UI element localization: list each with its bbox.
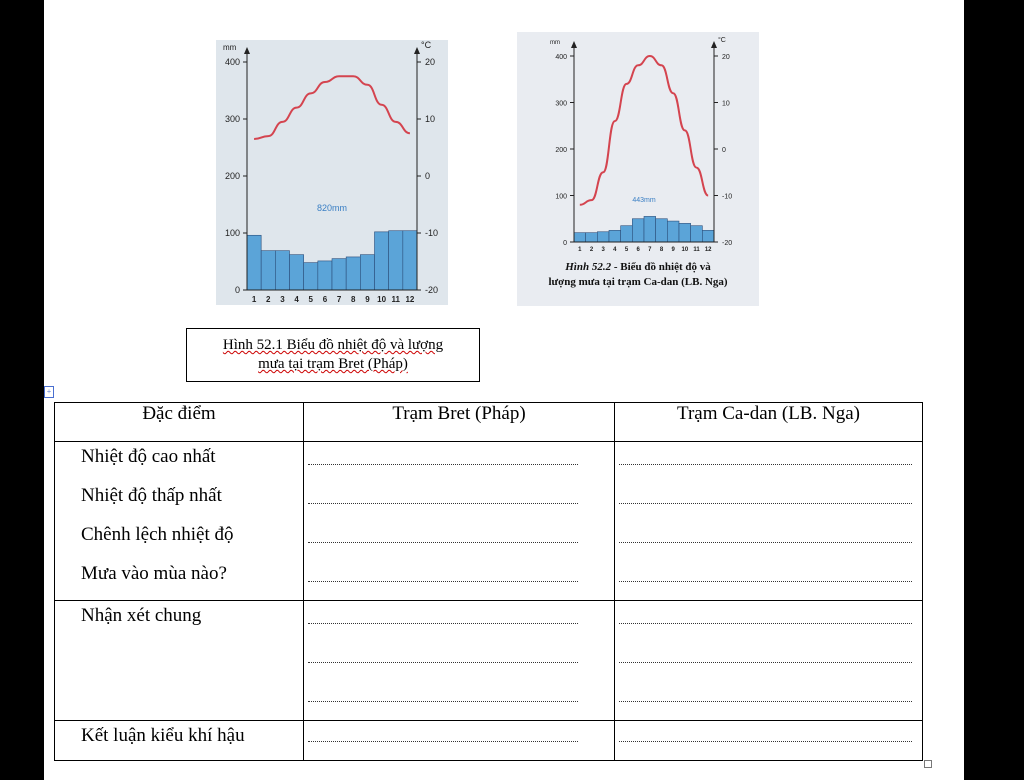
right-tick-label: 20 [722, 54, 730, 61]
precip-bar [304, 263, 318, 290]
precip-bar [667, 221, 679, 242]
answer-line[interactable] [615, 561, 922, 600]
left-tick-label: 200 [224, 171, 240, 181]
answer-line[interactable] [615, 522, 922, 561]
answer-line[interactable] [615, 681, 922, 720]
comparison-table [54, 402, 923, 761]
precip-bar [360, 255, 374, 290]
total-precip-label: 443mm [632, 197, 656, 204]
table-row [55, 442, 923, 601]
caption-line-2: mưa tại trạm Bret (Pháp) [258, 356, 408, 372]
month-tick-label: 12 [704, 247, 712, 253]
precip-bar [597, 232, 609, 242]
right-unit-label: °C [421, 40, 432, 50]
precip-bar [389, 231, 403, 290]
left-tick-label: 300 [555, 100, 567, 108]
caption-chart-bret [186, 328, 480, 382]
precip-bar [346, 257, 360, 290]
precip-bar [679, 223, 691, 242]
right-tick-label: -20 [722, 240, 733, 247]
month-tick-label: 6 [636, 247, 640, 253]
answer-line[interactable] [304, 681, 614, 720]
left-unit-label: mm [550, 40, 560, 46]
month-tick-label: 11 [391, 295, 400, 304]
precip-bar [318, 261, 332, 290]
right-tick-label: 0 [425, 171, 431, 181]
table-row [55, 601, 923, 721]
answer-line[interactable] [304, 721, 614, 755]
left-tick-label: 0 [234, 285, 240, 295]
answer-line[interactable] [304, 483, 614, 522]
answer-line[interactable] [304, 444, 614, 483]
month-tick-label: 2 [266, 295, 271, 304]
table-row [55, 721, 923, 761]
month-tick-label: 6 [322, 295, 328, 304]
answer-line[interactable] [304, 561, 614, 600]
month-tick-label: 4 [613, 247, 617, 253]
label-general-remarks: Nhận xét chung [81, 605, 202, 626]
precip-bar [656, 219, 668, 242]
month-tick-label: 2 [589, 247, 594, 253]
left-tick-label: 400 [224, 57, 240, 67]
header-ca-dan: Trạm Ca-dan (LB. Nga) [615, 403, 923, 442]
precip-bar [609, 230, 621, 242]
caption-line-1: Hình 52.1 Biểu đồ nhiệt độ và lượng [222, 337, 444, 353]
precip-bar [702, 230, 714, 242]
precip-bar [261, 251, 275, 290]
month-tick-label: 5 [308, 295, 313, 304]
table-corner-handle[interactable] [924, 760, 932, 768]
precip-bar [632, 219, 644, 242]
left-tick-label: 100 [555, 193, 567, 201]
month-tick-label: 7 [336, 295, 342, 304]
month-tick-label: 10 [377, 295, 387, 304]
answer-line[interactable] [615, 603, 922, 642]
right-unit-label: °C [718, 37, 726, 44]
document-page [44, 0, 964, 780]
left-tick-label: 300 [224, 114, 240, 124]
month-tick-label: 4 [294, 295, 299, 304]
month-tick-label: 8 [351, 295, 356, 304]
answer-line[interactable] [615, 642, 922, 681]
left-tick-label: 400 [555, 54, 567, 61]
answer-line[interactable] [615, 444, 922, 483]
right-tick-label: -10 [425, 228, 439, 238]
answer-line[interactable] [304, 642, 614, 681]
chart-ca-dan [517, 32, 759, 306]
label-max-temp: Nhiệt độ cao nhất [81, 446, 216, 467]
month-tick-label: 10 [681, 247, 689, 253]
header-feature: Đặc điểm [55, 403, 304, 442]
left-tick-label: 100 [224, 228, 240, 238]
precip-bar [574, 233, 586, 242]
month-tick-label: 11 [693, 247, 700, 253]
right-tick-label: -10 [722, 193, 733, 201]
right-tick-label: 0 [722, 147, 726, 154]
right-tick-label: 10 [425, 114, 436, 124]
right-tick-label: -20 [425, 285, 439, 295]
answer-line[interactable] [615, 483, 922, 522]
header-bret: Trạm Bret (Pháp) [304, 403, 615, 442]
precip-bar [375, 232, 389, 290]
answer-line[interactable] [304, 603, 614, 642]
right-tick-label: 20 [425, 57, 436, 67]
precip-bar [586, 233, 598, 242]
month-tick-label: 7 [648, 247, 652, 253]
month-tick-label: 1 [251, 295, 257, 304]
precip-bar [691, 226, 703, 242]
precip-bar [275, 251, 289, 290]
table-header-row [55, 403, 923, 442]
caption-line-2: lượng mưa tại trạm Ca-dan (LB. Nga) [548, 276, 728, 288]
precip-bar [644, 216, 656, 242]
label-climate-conclusion: Kết luận kiểu khí hậu [81, 725, 245, 746]
left-tick-label: 0 [563, 240, 567, 247]
month-tick-label: 9 [365, 295, 370, 304]
month-tick-label: 3 [601, 247, 605, 253]
month-tick-label: 3 [280, 295, 285, 304]
left-unit-label: mm [223, 43, 237, 52]
right-tick-label: 10 [722, 100, 730, 108]
precip-bar [332, 259, 346, 290]
precip-bar [247, 235, 261, 290]
total-precip-label: 820mm [316, 203, 348, 213]
month-tick-label: 9 [671, 247, 675, 253]
precip-bar [621, 226, 633, 242]
label-min-temp: Nhiệt độ thấp nhất [81, 485, 222, 506]
month-tick-label: 5 [624, 247, 629, 253]
label-rain-season: Mưa vào mùa nào? [81, 563, 227, 584]
precip-bar [403, 231, 417, 290]
left-tick-label: 200 [555, 147, 567, 154]
month-tick-label: 8 [659, 247, 664, 253]
precip-bar [290, 255, 304, 290]
label-temp-range: Chênh lệch nhiệt độ [81, 524, 234, 545]
answer-line[interactable] [615, 721, 922, 755]
answer-line[interactable] [304, 522, 614, 561]
table-anchor-icon[interactable]: + [44, 386, 54, 398]
month-tick-label: 12 [405, 295, 415, 304]
month-tick-label: 1 [578, 247, 582, 253]
caption-line-1: Hình 52.2 - Biểu đồ nhiệt độ và [565, 261, 711, 273]
chart-bret [216, 40, 448, 305]
